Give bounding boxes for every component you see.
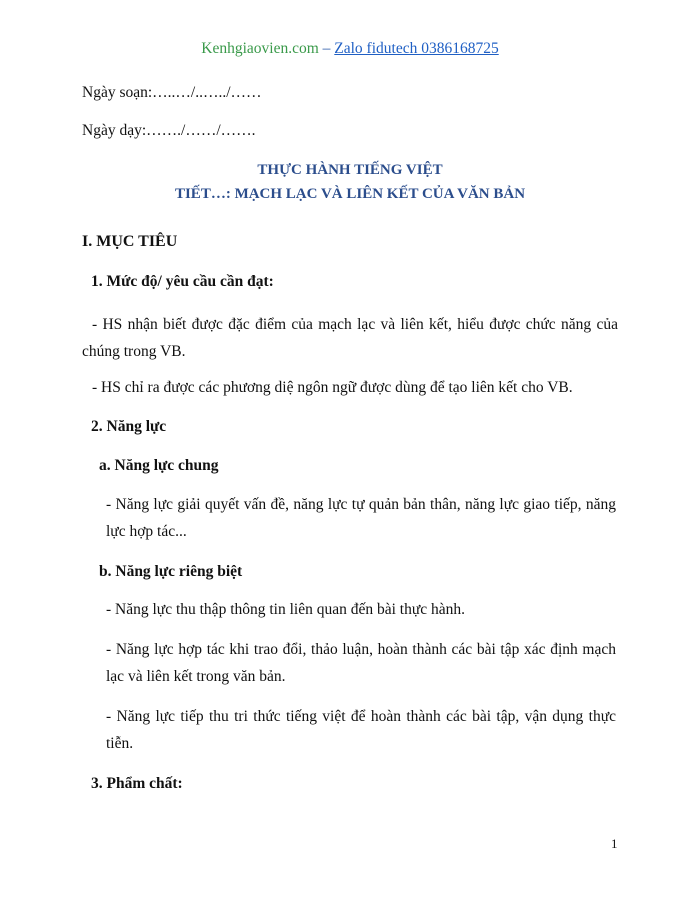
specific-competency-item-1: - Năng lực thu thập thông tin liên quan đến bài thực hành.	[106, 601, 466, 618]
date-taught: Ngày dạy:……./……/…….	[82, 122, 256, 139]
header-site[interactable]: Kenhgiaovien.com	[201, 40, 319, 57]
header-separator: –	[318, 40, 335, 57]
title-line-2: TIẾT…: MẠCH LẠC VÀ LIÊN KẾT CỦA VĂN BẢN	[174, 186, 526, 202]
page-header	[0, 40, 700, 58]
specific-competency-item-2: - Năng lực hợp tác khi trao đổi, thảo luận, hoàn thành các bài tập xác định mạch lạc và liên kết trong văn bản.	[106, 641, 616, 685]
specific-competency-item-3: - Năng lực tiếp thu tri thức tiếng việt để hoàn thành các bài tập, vận dụng thực tiễn.	[106, 708, 616, 752]
header-zalo-link[interactable]: Zalo fidutech 0386168725	[334, 40, 499, 57]
subheading-general-competencies: a. Năng lực chung	[99, 457, 219, 474]
subheading-specific-competencies: b. Năng lực riêng biệt	[99, 563, 243, 580]
requirement-item-1: - HS nhận biết được đặc điểm của mạch lạc và liên kết, hiểu được chức năng của chúng trong VB.	[82, 316, 618, 360]
general-competency-item-1: - Năng lực giải quyết vấn đề, năng lực tự quản bản thân, năng lực giao tiếp, năng lực hợp tác...	[106, 496, 616, 540]
page-number: 1	[611, 836, 618, 851]
requirement-item-2: - HS chỉ ra được các phương diệ ngôn ngữ được dùng để tạo liên kết cho VB.	[92, 379, 573, 396]
subheading-requirements: 1. Mức độ/ yêu cầu cần đạt:	[91, 273, 274, 290]
subheading-competencies: 2. Năng lực	[91, 418, 167, 435]
subheading-qualities: 3. Phẩm chất:	[91, 775, 183, 792]
title-line-1: THỰC HÀNH TIẾNG VIỆT	[257, 162, 443, 178]
date-prepared: Ngày soạn:…..…/..…../……	[82, 84, 262, 101]
section-heading-objectives: I. MỤC TIÊU	[82, 233, 178, 250]
